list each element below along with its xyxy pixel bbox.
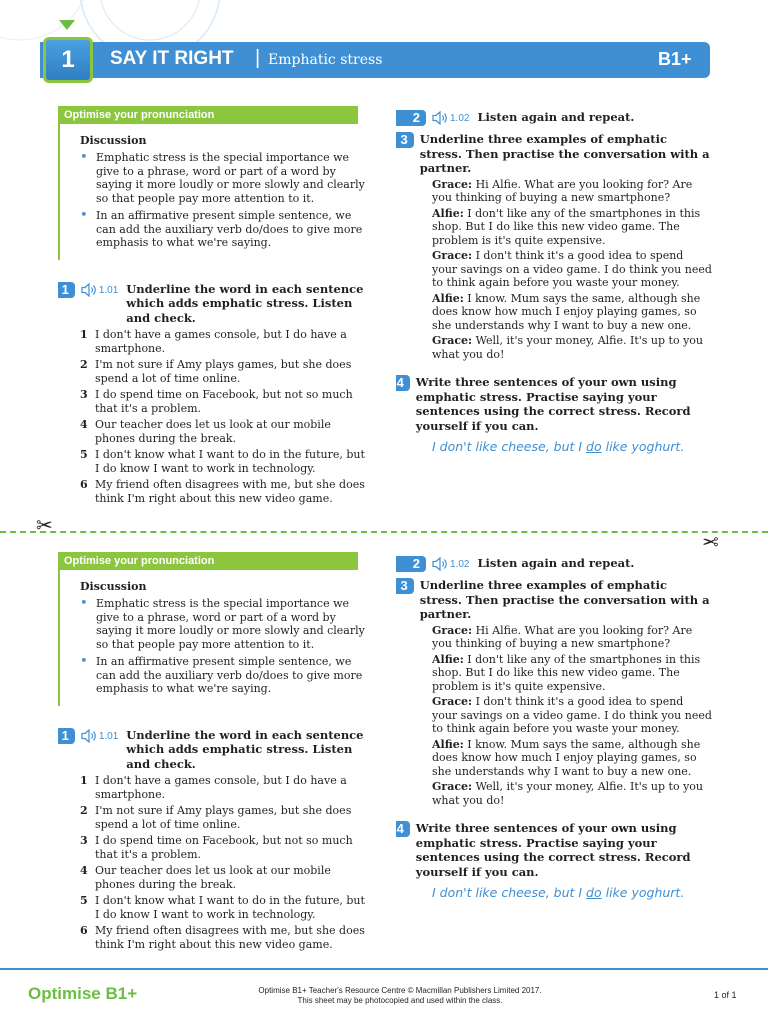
- item-number: 1: [80, 774, 88, 787]
- discussion-point: • Emphatic stress is the special importance we give to a phrase, word or part of a word by saying it more loudly or more slowly and clearly so that people pay more attention to it.: [80, 151, 370, 205]
- item-number: 5: [80, 448, 88, 461]
- audio-speaker-icon[interactable]: [432, 111, 448, 125]
- list-item: [80, 804, 370, 831]
- example-text: I don't like cheese, but I: [432, 439, 587, 454]
- sentence-list: [58, 328, 370, 505]
- list-item: [80, 924, 370, 951]
- title-separator: |: [255, 47, 261, 69]
- line-text: I don't think it's a good idea to spend your savings on a video game. I do think you need to think again before you waste your money.: [432, 695, 712, 735]
- list-item: [80, 418, 370, 445]
- exercise-title: Listen again and repeat.: [477, 556, 635, 570]
- example-underlined: do: [586, 885, 602, 900]
- exercise-4: [396, 821, 712, 900]
- list-item: [80, 448, 370, 475]
- conversation-line: [432, 178, 712, 205]
- speaker-name: Alfie:: [432, 206, 464, 220]
- list-item: [80, 774, 370, 801]
- left-column: [58, 552, 370, 954]
- audio-track: 1.02: [450, 113, 470, 124]
- sentence-list: [58, 774, 370, 951]
- exercise-number: 3: [396, 578, 414, 594]
- exercise-number: 3: [396, 132, 414, 148]
- scissors-icon: ✂: [36, 513, 53, 537]
- item-number: 6: [80, 924, 88, 937]
- exercise-3: [396, 132, 712, 361]
- list-item: [80, 328, 370, 355]
- exercise-title: Underline the word in each sentence which adds emphatic stress. Listen and check.: [126, 727, 364, 771]
- worksheet-top: [0, 106, 768, 546]
- conversation-line: [432, 207, 712, 248]
- line-text: Hi Alfie. What are you looking for? Are you thinking of buying a new smartphone?: [432, 623, 693, 650]
- exercise-1: [58, 728, 370, 952]
- item-text: I don't know what I want to do in the future, but I do know I want to work in technology.: [95, 448, 365, 475]
- audio-speaker-icon[interactable]: [81, 283, 97, 297]
- worksheet-bottom: [0, 552, 768, 992]
- item-number: 4: [80, 418, 88, 431]
- speaker-name: Alfie:: [432, 652, 464, 666]
- list-item: [80, 388, 370, 415]
- item-text: I do spend time on Facebook, but not so much that it's a problem.: [95, 388, 353, 415]
- exercise-number: 4: [396, 821, 410, 837]
- speaker-name: Grace:: [432, 249, 473, 262]
- page-subtitle: Emphatic stress: [268, 52, 383, 68]
- item-text: Our teacher does let us look at our mobile phones during the break.: [95, 864, 331, 891]
- left-column: [58, 106, 370, 508]
- item-text: My friend often disagrees with me, but she does think I'm right about this new video game.: [95, 478, 365, 505]
- exercise-title: Underline the word in each sentence which adds emphatic stress. Listen and check.: [126, 281, 364, 325]
- discussion-point: • Emphatic stress is the special importance we give to a phrase, word or part of a word by saying it more loudly or more slowly and clearly so that people pay more attention to it.: [80, 597, 370, 651]
- conversation-line: [432, 249, 712, 290]
- page-title: SAY IT RIGHT: [110, 48, 234, 69]
- exercise-title: Listen again and repeat.: [477, 110, 635, 124]
- exercise-2: [396, 110, 712, 126]
- speaker-name: Grace:: [432, 177, 473, 191]
- list-item: [80, 478, 370, 505]
- exercise-title: Write three sentences of your own using emphatic stress. Practise saying your sentences using the correct stress. Record yourself if you can.: [415, 375, 691, 433]
- audio-track: 1.02: [450, 559, 470, 570]
- conversation-line: [432, 780, 712, 807]
- exercise-number: 2: [396, 556, 426, 572]
- discussion-list: [80, 151, 370, 250]
- item-text: I'm not sure if Amy plays games, but she does spend a lot of time online.: [95, 358, 352, 385]
- line-text: Well, it's your money, Alfie. It's up to you what you do!: [432, 334, 704, 361]
- footer-brand: Optimise B1+: [28, 984, 138, 1003]
- conversation: [396, 624, 712, 808]
- item-text: My friend often disagrees with me, but she does think I'm right about this new video game.: [95, 924, 365, 951]
- example-text: I don't like cheese, but I: [432, 885, 587, 900]
- item-text: I don't have a games console, but I do have a smartphone.: [95, 774, 347, 801]
- handwritten-example: [396, 439, 712, 454]
- exercise-1: [58, 282, 370, 506]
- list-item: [80, 834, 370, 861]
- example-text: like yoghurt.: [601, 439, 685, 454]
- exercise-number: 1: [58, 728, 75, 744]
- audio-speaker-icon[interactable]: [81, 729, 97, 743]
- line-text: I don't like any of the smartphones in this shop. But I do like this new video game. The problem is it's quite expensive.: [432, 652, 701, 693]
- discussion-title: Discussion: [80, 134, 147, 147]
- item-number: 6: [80, 478, 88, 491]
- exercise-number: 2: [396, 110, 426, 126]
- line-text: Well, it's your money, Alfie. It's up to you what you do!: [432, 780, 704, 807]
- conversation-line: [432, 624, 712, 651]
- line-text: I know. Mum says the same, although she does know how much I enjoy playing games, so she understands why I want to buy a new one.: [432, 737, 701, 778]
- conversation: [396, 178, 712, 362]
- item-number: 2: [80, 358, 88, 371]
- example-underlined: do: [586, 439, 602, 454]
- copyright-line: Optimise B1+ Teacher's Resource Centre © Macmillan Publishers Limited 2017.: [258, 986, 542, 995]
- optimise-label: Optimise your pronunciation: [58, 106, 358, 124]
- footer-divider: [0, 968, 768, 970]
- discussion-box: [58, 124, 370, 260]
- exercise-number: 1: [58, 282, 75, 298]
- conversation-line: [432, 292, 712, 333]
- discussion-box: [58, 570, 370, 706]
- exercise-2: [396, 556, 712, 572]
- item-number: 3: [80, 834, 88, 847]
- exercise-number: 4: [396, 375, 410, 391]
- exercise-title: Underline three examples of emphatic stress. Then practise the conversation with a partner.: [419, 132, 710, 175]
- item-number: 3: [80, 388, 88, 401]
- cut-line: [0, 531, 768, 533]
- right-column: [396, 110, 712, 454]
- item-number: 1: [80, 328, 88, 341]
- conversation-line: [432, 738, 712, 779]
- item-number: 2: [80, 804, 88, 817]
- speaker-name: Alfie:: [432, 291, 464, 305]
- list-item: [80, 358, 370, 385]
- item-text: I don't have a games console, but I do have a smartphone.: [95, 328, 347, 355]
- line-text: I know. Mum says the same, although she does know how much I enjoy playing games, so she understands why I want to buy a new one.: [432, 291, 701, 332]
- conversation-line: [432, 695, 712, 736]
- list-item: [80, 894, 370, 921]
- discussion-title: Discussion: [80, 580, 147, 593]
- page-number: 1 of 1: [714, 990, 737, 1000]
- discussion-point: • In an affirmative present simple sentence, we can add the auxiliary verb do/does to give more emphasis to what we're saying.: [80, 209, 370, 250]
- optimise-label: Optimise your pronunciation: [58, 552, 358, 570]
- unit-marker-icon: [59, 20, 75, 30]
- speaker-name: Grace:: [432, 695, 473, 708]
- item-text: Our teacher does let us look at our mobile phones during the break.: [95, 418, 331, 445]
- speaker-name: Alfie:: [432, 737, 464, 751]
- exercise-4: [396, 375, 712, 454]
- level-badge: B1+: [658, 49, 692, 69]
- scissors-icon: ✂: [702, 530, 719, 554]
- unit-number-badge: 1: [43, 37, 93, 83]
- item-text: I'm not sure if Amy plays games, but she does spend a lot of time online.: [95, 804, 352, 831]
- exercise-title: Underline three examples of emphatic stress. Then practise the conversation with a partner.: [419, 578, 710, 621]
- audio-track: 1.01: [98, 730, 119, 742]
- audio-track: 1.01: [98, 284, 119, 296]
- item-text: I don't know what I want to do in the future, but I do know I want to work in technology.: [95, 894, 365, 921]
- copyright-line: This sheet may be photocopied and used within the class.: [297, 996, 503, 1005]
- line-text: Hi Alfie. What are you looking for? Are you thinking of buying a new smartphone?: [432, 177, 693, 204]
- example-text: like yoghurt.: [601, 885, 685, 900]
- footer-copyright: [240, 986, 560, 1006]
- right-column: [396, 556, 712, 900]
- line-text: I don't think it's a good idea to spend your savings on a video game. I do think you need to think again before you waste your money.: [432, 249, 712, 289]
- speaker-name: Grace:: [432, 780, 473, 793]
- conversation-line: [432, 653, 712, 694]
- audio-speaker-icon[interactable]: [432, 557, 448, 571]
- item-text: I do spend time on Facebook, but not so much that it's a problem.: [95, 834, 353, 861]
- discussion-list: [80, 597, 370, 696]
- conversation-line: [432, 334, 712, 361]
- exercise-3: [396, 578, 712, 807]
- discussion-point: • In an affirmative present simple sentence, we can add the auxiliary verb do/does to give more emphasis to what we're saying.: [80, 655, 370, 696]
- speaker-name: Grace:: [432, 623, 473, 637]
- exercise-title: Write three sentences of your own using emphatic stress. Practise saying your sentences using the correct stress. Record yourself if you can.: [415, 821, 691, 879]
- item-number: 5: [80, 894, 88, 907]
- decorative-arcs: [0, 0, 240, 48]
- handwritten-example: [396, 885, 712, 900]
- list-item: [80, 864, 370, 891]
- speaker-name: Grace:: [432, 334, 473, 347]
- item-number: 4: [80, 864, 88, 877]
- line-text: I don't like any of the smartphones in this shop. But I do like this new video game. The problem is it's quite expensive.: [432, 206, 701, 247]
